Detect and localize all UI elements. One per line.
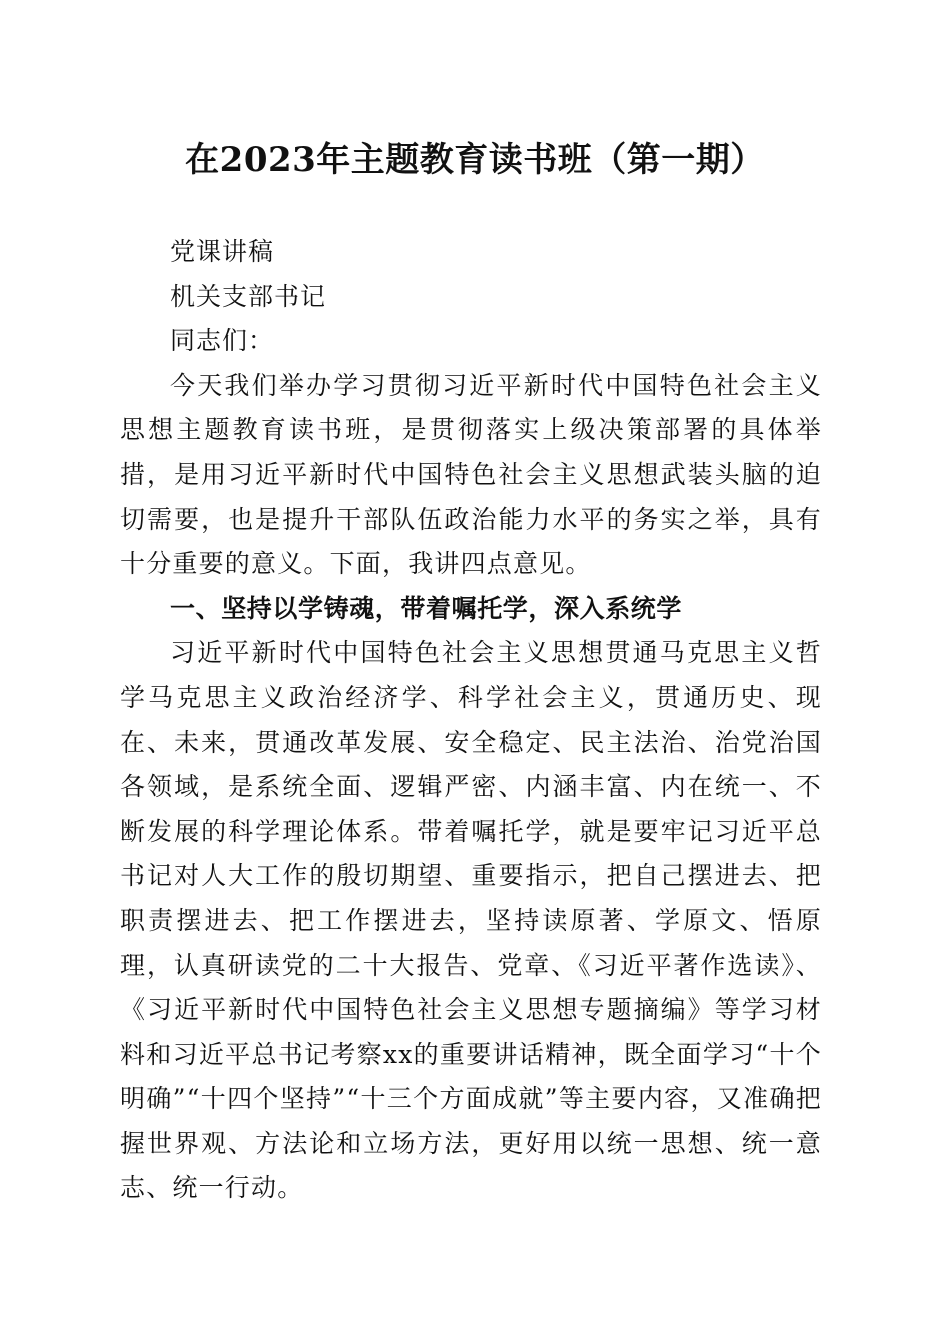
subtitle-line: 党课讲稿 xyxy=(170,237,275,266)
intro-paragraph: 今天我们举办学习贯彻习近平新时代中国特色社会主义思想主题教育读书班，是贯彻落实上级决策部署的具体举措，是用习近平新时代中国特色社会主义思想武装头脑的迫切需要，也是提升干部队伍政治能力水平的务实之举，具有十分重要的意义。下面，我讲四点意见。 xyxy=(120,370,822,579)
section-heading: 一、坚持以学铸魂，带着嘱托学，深入系统学 xyxy=(170,593,683,623)
salutation-line: 同志们： xyxy=(170,326,275,356)
document-body xyxy=(120,230,822,1211)
speaker-line: 机关支部书记 xyxy=(170,281,327,311)
section-paragraph: 习近平新时代中国特色社会主义思想贯通马克思主义哲学马克思主义政治经济学、科学社会主义，贯通历史、现在、未来，贯通改革发展、安全稳定、民主法治、治党治国各领域，是系统全面、逻辑严密、内涵丰富、内在统一、不断发展的科学理论体系。带着嘱托学，就是要牢记习近平总书记对人大工作的殷切期望、重要指示，把自己摆进去、把职责摆进去、把工作摆进去，坚持读原著、学原文、悟原理，认真研读党的二十大报告、党章、《习近平著作选读》、《习近平新时代中国特色社会主义思想专题摘编》等学习材料和习近平总书记考察xx的重要讲话精神，既全面学习“十个明确”“十四个坚持”“十三个方面成就”等主要内容，又准确把握世界观、方法论和立场方法，更好用以统一思想、统一意志、统一行动。 xyxy=(120,638,822,1203)
document-title: 在2023年主题教育读书班（第一期） xyxy=(185,140,765,180)
